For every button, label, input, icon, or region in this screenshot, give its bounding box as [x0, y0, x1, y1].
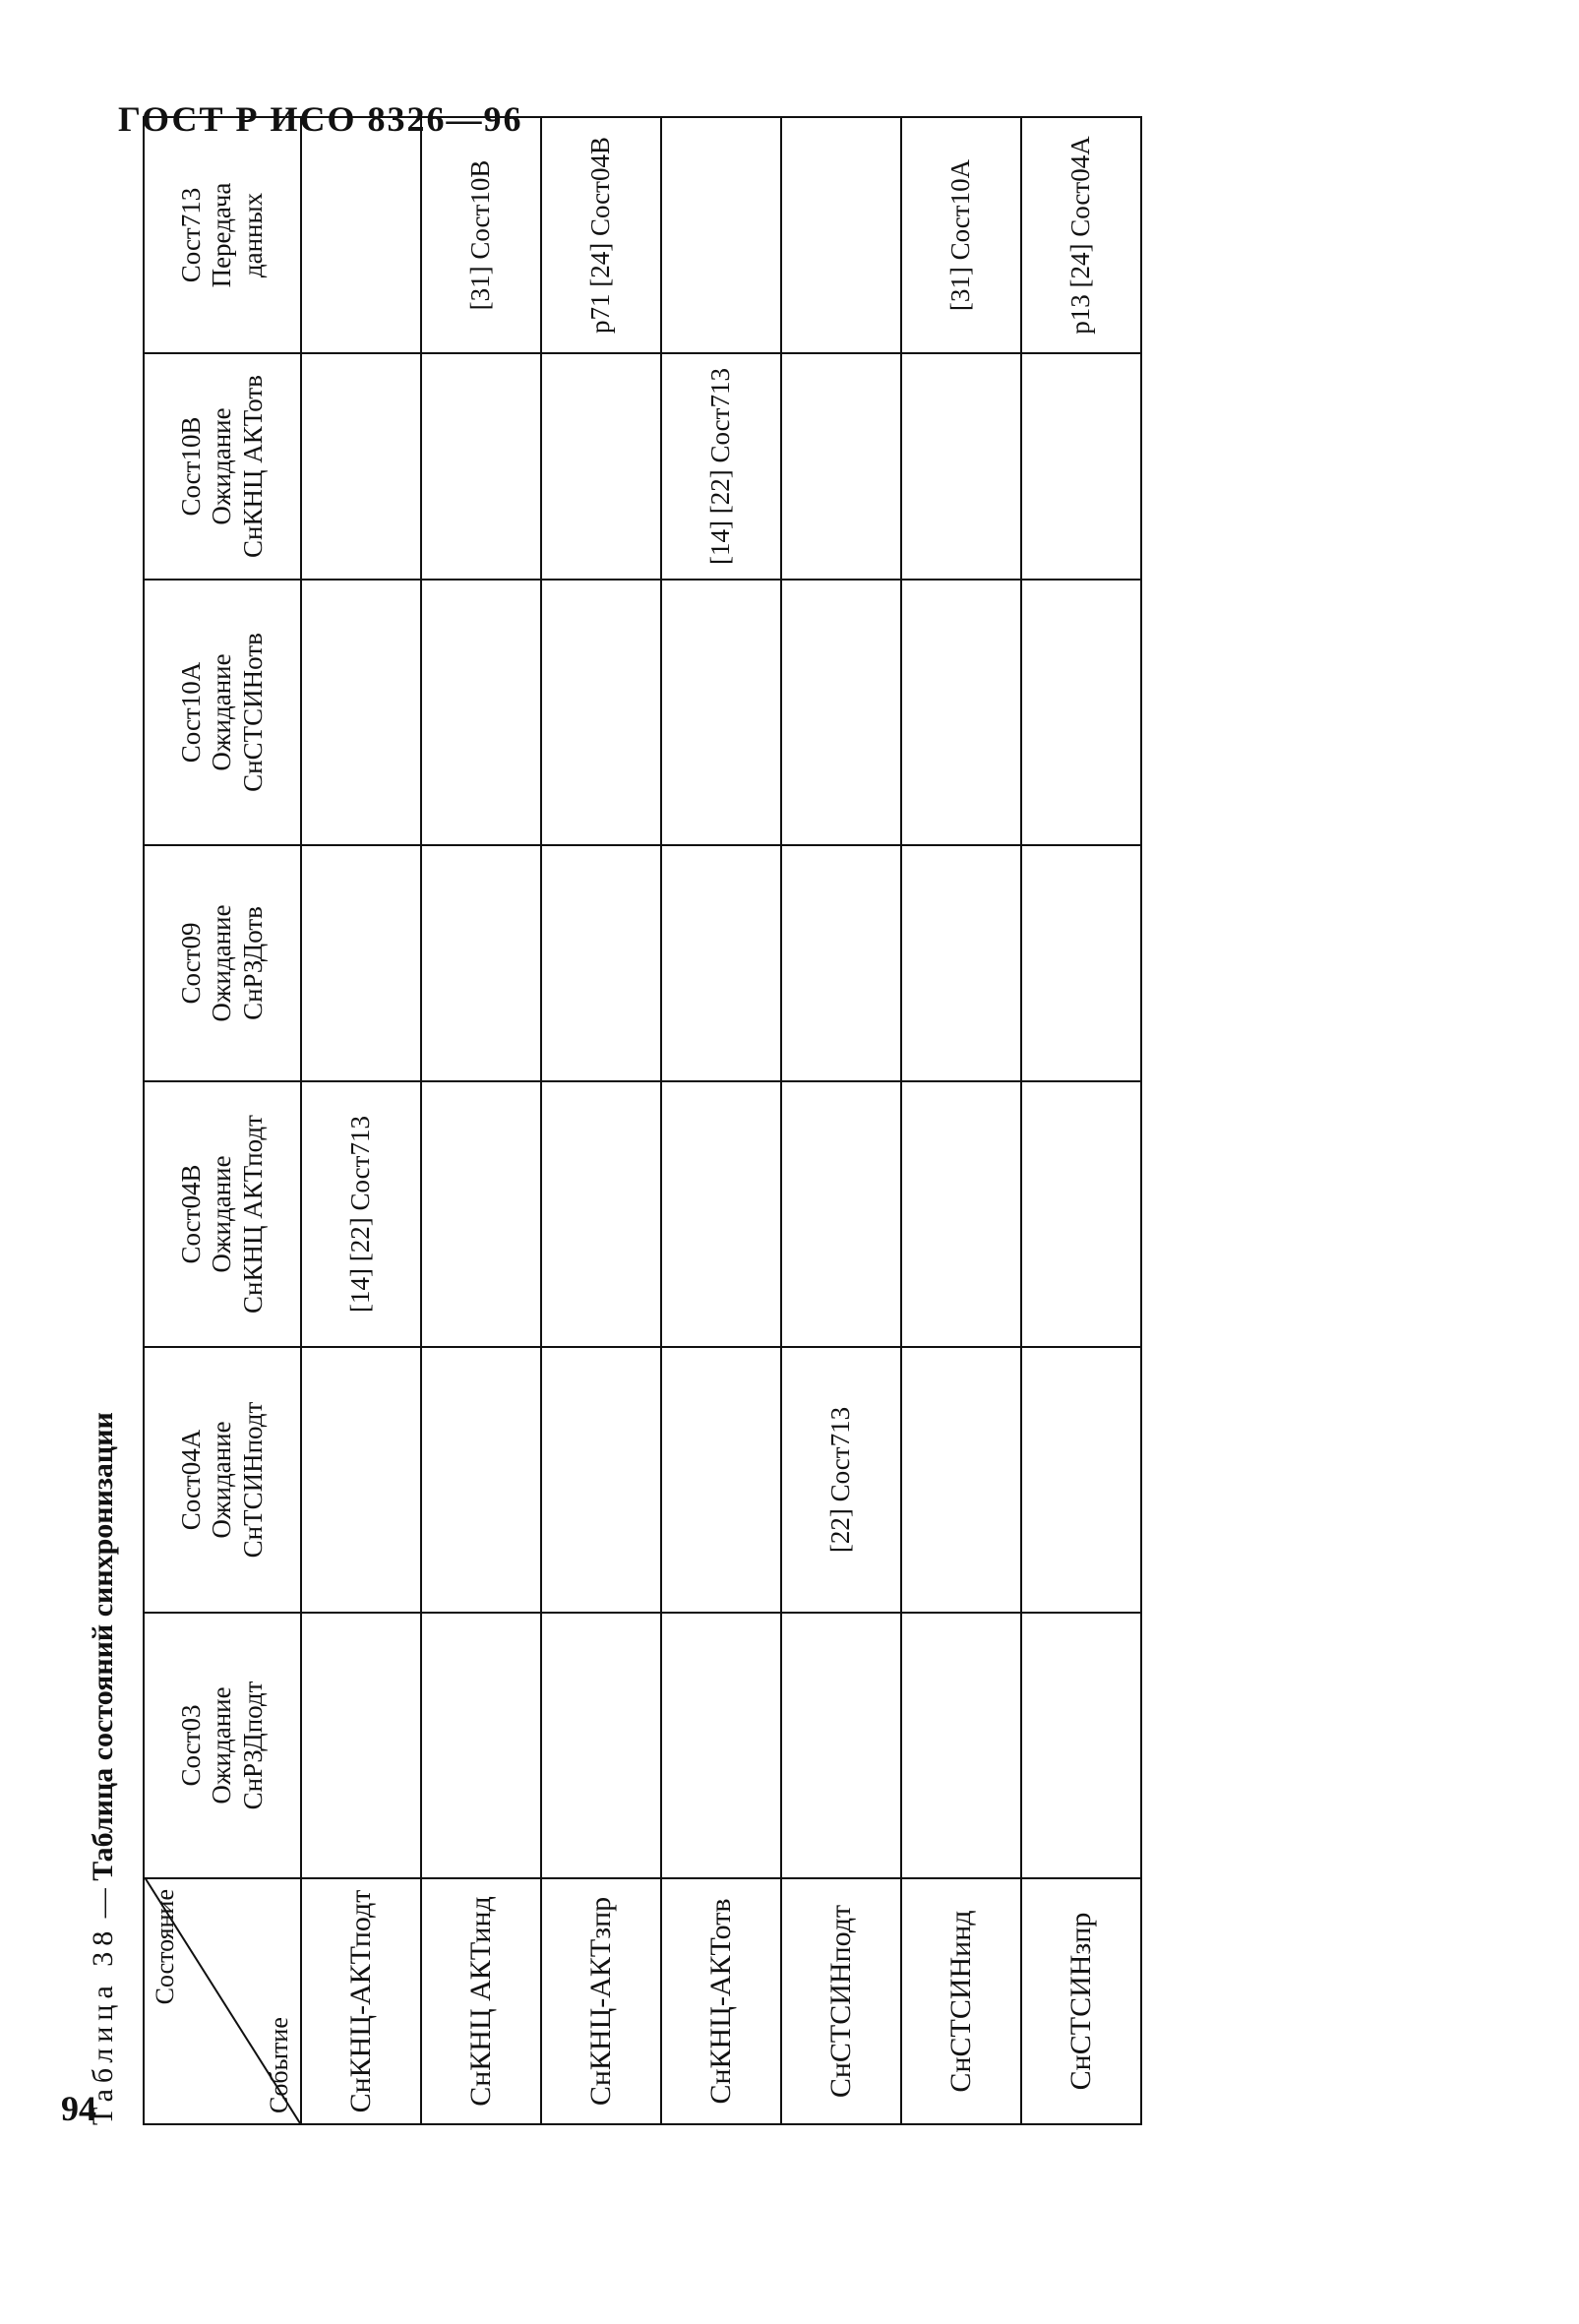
table-row [301, 117, 421, 2124]
table-row [901, 117, 1021, 2124]
corner-state-label: Состояние [151, 1889, 179, 2005]
table-cell [301, 1613, 421, 1878]
table-cell [421, 1347, 541, 1613]
table-cell: [31] Сост10А [901, 117, 1021, 353]
table-cell [541, 1081, 661, 1347]
table-caption [74, 1412, 133, 2125]
table-cell: [31] Сост10В [421, 117, 541, 353]
table-cell [421, 580, 541, 845]
state-header: Сост04А Ожидание СнТСИНподт [144, 1347, 301, 1613]
state-header-row [144, 117, 301, 2124]
table-cell [301, 1347, 421, 1613]
state-header: Сост03 Ожидание СнРЗДподт [144, 1613, 301, 1878]
table-cell [541, 1613, 661, 1878]
table-cell [541, 353, 661, 580]
table-cell [541, 845, 661, 1081]
table-cell [901, 845, 1021, 1081]
table-cell [901, 1613, 1021, 1878]
table-cell [781, 353, 901, 580]
table-cell [1021, 1613, 1141, 1878]
table-cell [661, 1081, 781, 1347]
event-cell: СнКНЦ АКТинд [421, 1878, 541, 2124]
table-cell [661, 1347, 781, 1613]
corner-cell [144, 1878, 301, 2124]
event-cell: СнСТСИНзпр [1021, 1878, 1141, 2124]
caption-dash: — [87, 1888, 119, 1919]
table-cell [781, 1081, 901, 1347]
page-number: 94 [61, 2089, 96, 2128]
table-cell [781, 845, 901, 1081]
table-cell [301, 845, 421, 1081]
state-header: Сост04В Ожидание СнКНЦ АКТподт [144, 1081, 301, 1347]
table-cell [541, 580, 661, 845]
state-table [143, 116, 1142, 2125]
table-cell: р71 [24] Сост04В [541, 117, 661, 353]
state-header: Сост10А Ожидание СнСТСИНотв [144, 580, 301, 845]
table-row [781, 117, 901, 2124]
state-header: Сост713 Передача данных [144, 117, 301, 353]
table-cell: р13 [24] Сост04А [1021, 117, 1141, 353]
table-cell [301, 353, 421, 580]
table-cell [901, 1081, 1021, 1347]
table-row [661, 117, 781, 2124]
table-label: Таблица 38 [87, 1925, 119, 2125]
rotated-table-block [74, 0, 1431, 2125]
event-cell: СнСТСИНинд [901, 1878, 1021, 2124]
event-cell: СнКНЦ-АКТподт [301, 1878, 421, 2124]
table-cell [781, 1613, 901, 1878]
table-cell [661, 1613, 781, 1878]
document-header: ГОСТ Р ИСО 8326—96 [118, 99, 523, 139]
table-cell: [14] [22] Сост713 [301, 1081, 421, 1347]
table-cell [421, 353, 541, 580]
table-cell [1021, 1081, 1141, 1347]
table-cell [1021, 580, 1141, 845]
table-cell [1021, 353, 1141, 580]
state-header: Сост09 Ожидание СнРЗДотв [144, 845, 301, 1081]
table-cell [661, 117, 781, 353]
table-cell [661, 580, 781, 845]
table-cell [541, 1347, 661, 1613]
event-cell: СнКНЦ-АКТотв [661, 1878, 781, 2124]
table-cell [901, 1347, 1021, 1613]
table-cell [781, 580, 901, 845]
state-header: Сост10В Ожидание СнКНЦ АКТотв [144, 353, 301, 580]
table-cell [781, 117, 901, 353]
table-row [541, 117, 661, 2124]
table-cell [901, 580, 1021, 845]
table-cell [421, 1081, 541, 1347]
corner-event-label: Событие [265, 2017, 294, 2113]
table-row [1021, 117, 1141, 2124]
table-cell [661, 845, 781, 1081]
table-cell [301, 117, 421, 353]
event-cell: СнСТСИНподт [781, 1878, 901, 2124]
table-cell [421, 845, 541, 1081]
table-cell [1021, 845, 1141, 1081]
table-row [421, 117, 541, 2124]
table-cell [301, 580, 421, 845]
event-cell: СнКНЦ-АКТзпр [541, 1878, 661, 2124]
table-title: Таблица состояний синхронизации [87, 1412, 119, 1881]
table-cell [421, 1613, 541, 1878]
table-cell: [14] [22] Сост713 [661, 353, 781, 580]
table-cell [901, 353, 1021, 580]
table-cell: [22] Сост713 [781, 1347, 901, 1613]
table-cell [1021, 1347, 1141, 1613]
